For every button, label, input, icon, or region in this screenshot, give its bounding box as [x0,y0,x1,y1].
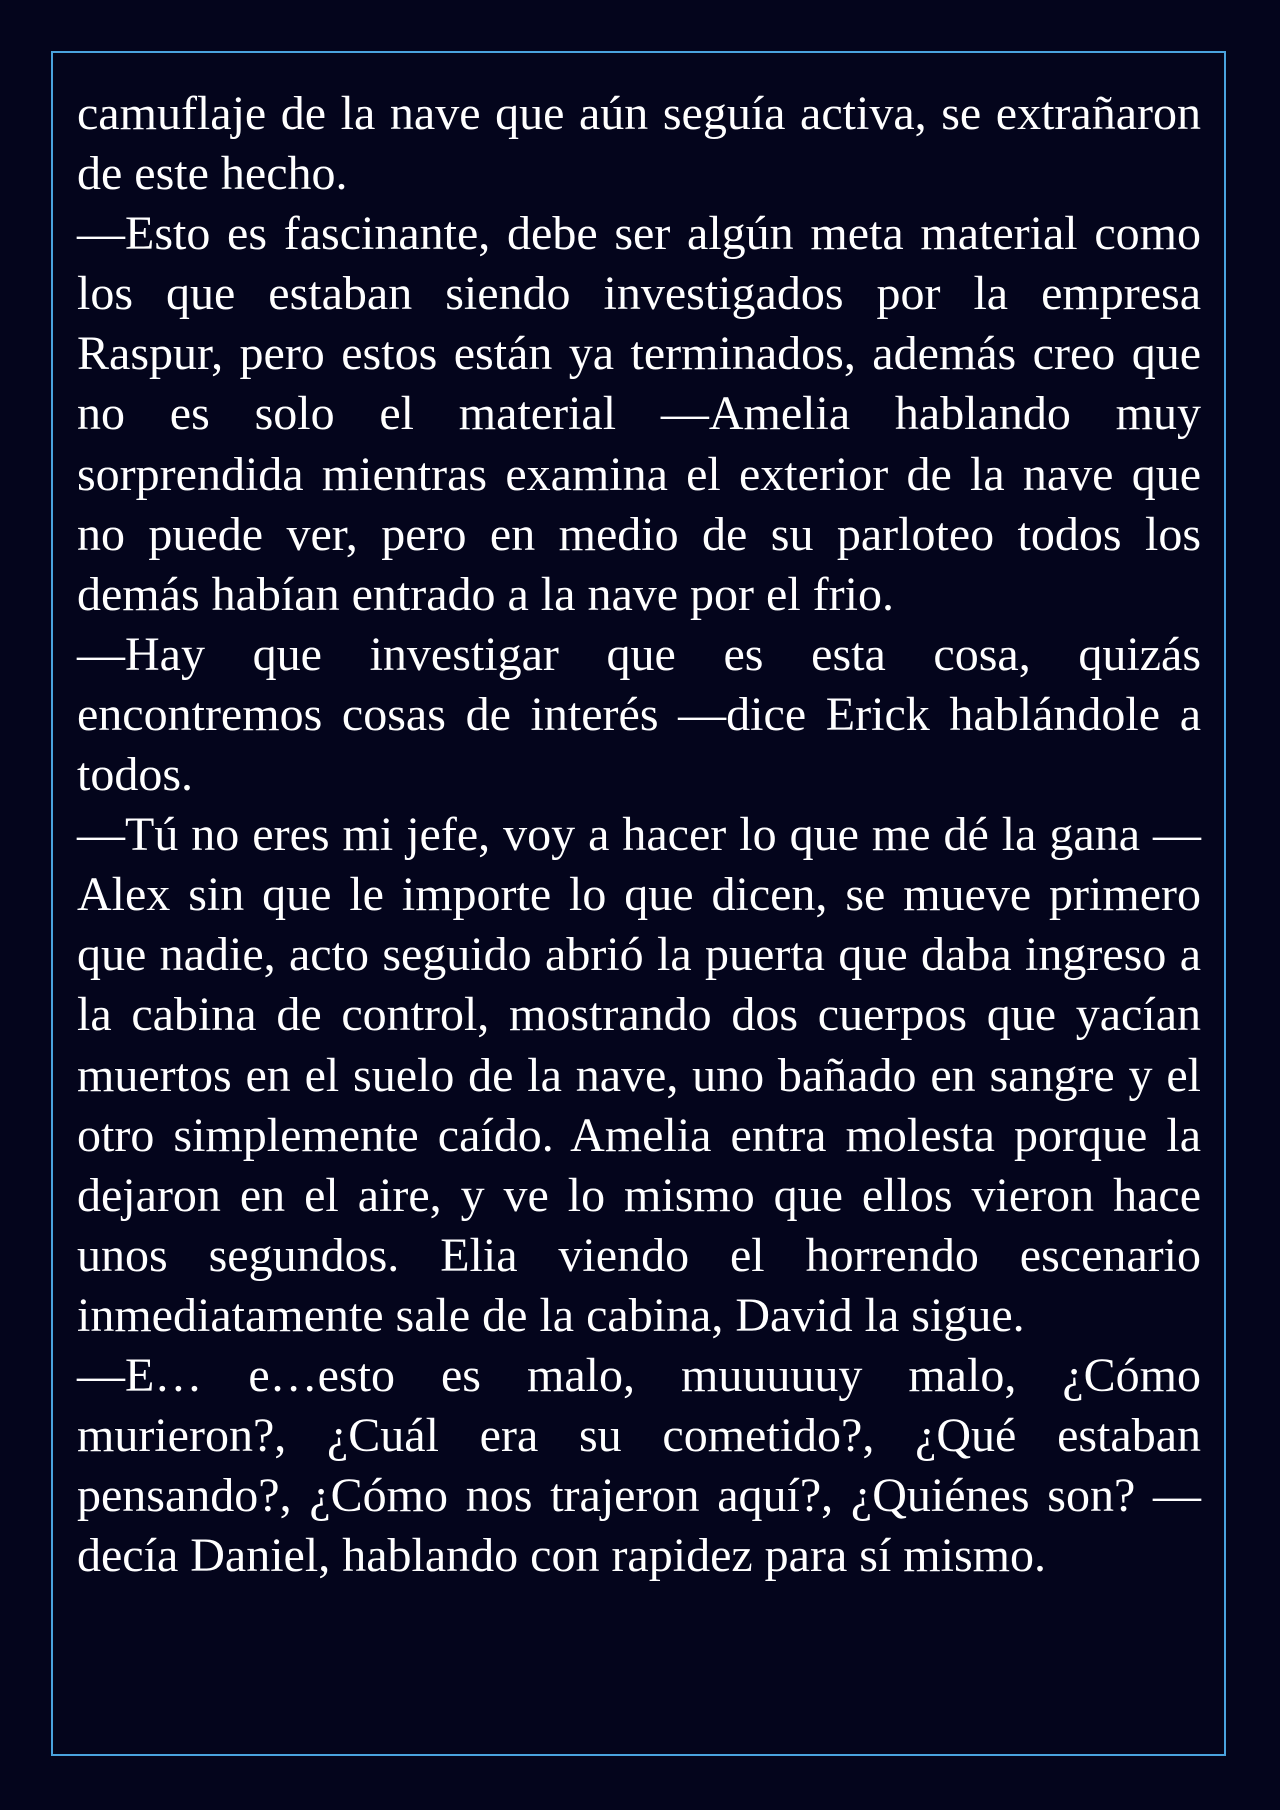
paragraph: —E… e…esto es malo, muuuuuy malo, ¿Cómo murieron?, ¿Cuál era su cometido?, ¿Qué estaban pensando?, ¿Cómo nos trajeron aquí?, ¿Quiénes son? —decía Daniel, hablando con rapidez para sí mismo. [77,1348,1201,1583]
paragraph: —Hay que investigar que es esta cosa, quizás encontremos cosas de interés —dice Erick hablándole a todos. [77,627,1201,802]
paragraph: camuflaje de la nave que aún seguía activa, se extrañaron de este hecho. [77,87,1201,201]
page-text [77,84,1201,1586]
paragraph: —Tú no eres mi jefe, voy a hacer lo que me dé la gana —Alex sin que le importe lo que dicen, se mueve primero que nadie, acto seguido abrió la puerta que daba ingreso a la cabina de control, mostrando dos cuerpos que yacían muertos en el suelo de la nave, uno bañado en sangre y el otro simplemente caído. Amelia entra molesta porque la dejaron en el aire, y ve lo mismo que ellos vieron hace unos segundos. Elia viendo el horrendo escenario inmediatamente sale de la cabina, David la sigue. [77,808,1201,1342]
paragraph: —Esto es fascinante, debe ser algún meta material como los que estaban siendo investigados por la empresa Raspur, pero estos están ya terminados, además creo que no es solo el material —Amelia hablando muy sorprendida mientras examina el exterior de la nave que no puede ver, pero en medio de su parloteo todos los demás habían entrado a la nave por el frio. [77,207,1201,621]
